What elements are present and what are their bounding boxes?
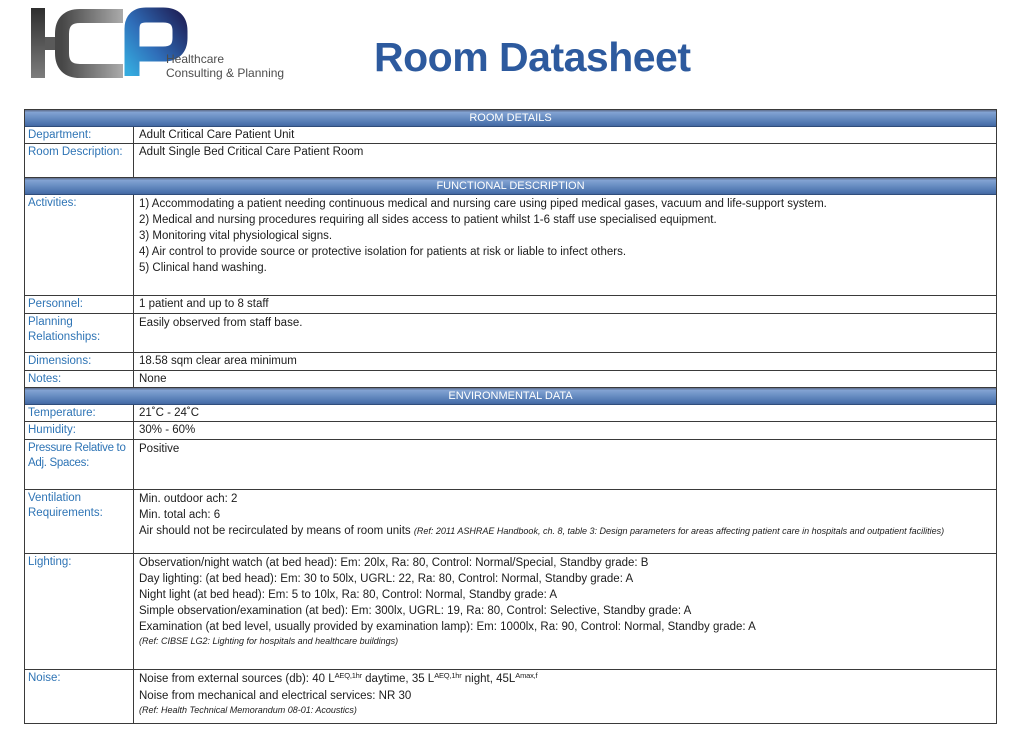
noise-line-1-part-b: daytime, 35 L xyxy=(361,673,435,685)
lighting-value xyxy=(134,554,996,669)
noise-line-1 xyxy=(139,671,994,688)
datasheet-table xyxy=(24,109,997,724)
activities-line-5: 5) Clinical hand washing. xyxy=(139,262,267,274)
temperature-label: Temperature: xyxy=(25,405,134,421)
room-description-value: Adult Single Bed Critical Care Patient Room xyxy=(139,146,364,158)
page-title: Room Datasheet xyxy=(374,34,691,80)
noise-line-2: Noise from mechanical and electrical services: NR 30 xyxy=(139,690,412,702)
lighting-line-1: Observation/night watch (at bed head): Em: 20lx, Ra: 80, Control: Normal/Special, Standby grade: B xyxy=(139,557,649,569)
row-notes xyxy=(25,371,996,388)
department-value: Adult Critical Care Patient Unit xyxy=(139,129,295,141)
row-noise xyxy=(25,670,996,723)
ventilation-reference: (Ref: 2011 ASHRAE Handbook, ch. 8, table 3: Design parameters for areas affecting patient care in hospitals and outpatient facilities) xyxy=(413,526,945,536)
row-temperature xyxy=(25,405,996,422)
activities-line-2: 2) Medical and nursing procedures requiring all sides access to patient whilst 1-6 staff use specialised equipment. xyxy=(139,214,717,226)
pressure-label xyxy=(25,440,134,489)
noise-reference: (Ref: Health Technical Memorandum 08-01: Acoustics) xyxy=(139,705,357,715)
row-ventilation xyxy=(25,490,996,554)
noise-line-1-part-c: night, 45L xyxy=(461,673,516,685)
ventilation-line-2: Min. total ach: 6 xyxy=(139,509,221,521)
row-lighting xyxy=(25,554,996,670)
noise-superscript-2: AEQ,1hr xyxy=(434,671,462,680)
pressure-value: Positive xyxy=(139,443,180,455)
lighting-line-4: Simple observation/examination (at bed): Em: 300lx, UGRL: 19, Ra: 80, Control: Selective, Standby grade: A xyxy=(139,605,692,617)
activities-label: Activities: xyxy=(25,195,134,295)
ventilation-value xyxy=(134,490,996,553)
row-personnel xyxy=(25,296,996,314)
planning-relationships-value: Easily observed from staff base. xyxy=(139,317,303,329)
pressure-label-text: Pressure Relative to Adj. Spaces: xyxy=(28,442,126,469)
activities-line-3: 3) Monitoring vital physiological signs. xyxy=(139,230,333,242)
row-planning-relationships xyxy=(25,314,996,353)
humidity-value: 30% - 60% xyxy=(139,424,196,436)
logo-text-line1: Healthcare xyxy=(166,52,225,66)
activities-line-4: 4) Air control to provide source or protective isolation for patients at risk or liable to infect others. xyxy=(139,246,627,258)
hcp-logo xyxy=(28,6,298,88)
section-header-functional-description: FUNCTIONAL DESCRIPTION xyxy=(25,178,996,195)
noise-superscript-1: AEQ,1hr xyxy=(334,671,362,680)
planning-relationships-label: Planning Relationships: xyxy=(25,314,134,352)
noise-value xyxy=(134,670,996,723)
notes-value: None xyxy=(139,373,167,385)
noise-line-1-part-a: Noise from external sources (db): 40 L xyxy=(139,673,335,685)
logo-h-stem xyxy=(31,8,45,78)
lighting-reference: (Ref: CIBSE LG2: Lighting for hospitals and healthcare buildings) xyxy=(139,636,399,646)
temperature-value: 21˚C - 24˚C xyxy=(139,407,200,419)
noise-label: Noise: xyxy=(25,670,134,723)
section-header-environmental-data: ENVIRONMENTAL DATA xyxy=(25,388,996,405)
row-dimensions xyxy=(25,353,996,371)
logo-c-shape xyxy=(62,16,123,71)
row-room-description xyxy=(25,144,996,178)
ventilation-line-1: Min. outdoor ach: 2 xyxy=(139,493,238,505)
notes-label: Notes: xyxy=(25,371,134,387)
lighting-line-2: Day lighting: (at bed head): Em: 30 to 50lx, UGRL: 22, Ra: 80, Control: Normal, Standby grade: A xyxy=(139,573,634,585)
dimensions-value: 18.58 sqm clear area minimum xyxy=(139,355,297,367)
personnel-label: Personnel: xyxy=(25,296,134,313)
dimensions-label: Dimensions: xyxy=(25,353,134,370)
logo-text-line2: Consulting & Planning xyxy=(166,66,285,80)
row-activities xyxy=(25,195,996,296)
lighting-line-3: Night light (at bed head): Em: 5 to 10lx, Ra: 80, Control: Normal, Standby grade: A xyxy=(139,589,558,601)
activities-value xyxy=(134,195,996,295)
ventilation-line-3-text: Air should not be recirculated by means of room units xyxy=(139,525,414,537)
ventilation-line-3 xyxy=(139,523,994,539)
row-department xyxy=(25,127,996,144)
row-humidity xyxy=(25,422,996,440)
activities-line-1: 1) Accommodating a patient needing continuous medical and nursing care using piped medical gases, vacuum and life-support system. xyxy=(139,198,827,210)
lighting-label: Lighting: xyxy=(25,554,134,669)
section-header-room-details: ROOM DETAILS xyxy=(25,110,996,127)
noise-superscript-3: Amax,f xyxy=(515,671,538,680)
room-description-label: Room Description: xyxy=(25,144,134,177)
lighting-line-5: Examination (at bed level, usually provided by examination lamp): Em: 1000lx, Ra: 90, Control: Normal, Standby grade: A xyxy=(139,621,756,633)
personnel-value: 1 patient and up to 8 staff xyxy=(139,298,269,310)
humidity-label: Humidity: xyxy=(25,422,134,439)
department-label: Department: xyxy=(25,127,134,143)
ventilation-label: Ventilation Requirements: xyxy=(25,490,134,553)
row-pressure xyxy=(25,440,996,490)
